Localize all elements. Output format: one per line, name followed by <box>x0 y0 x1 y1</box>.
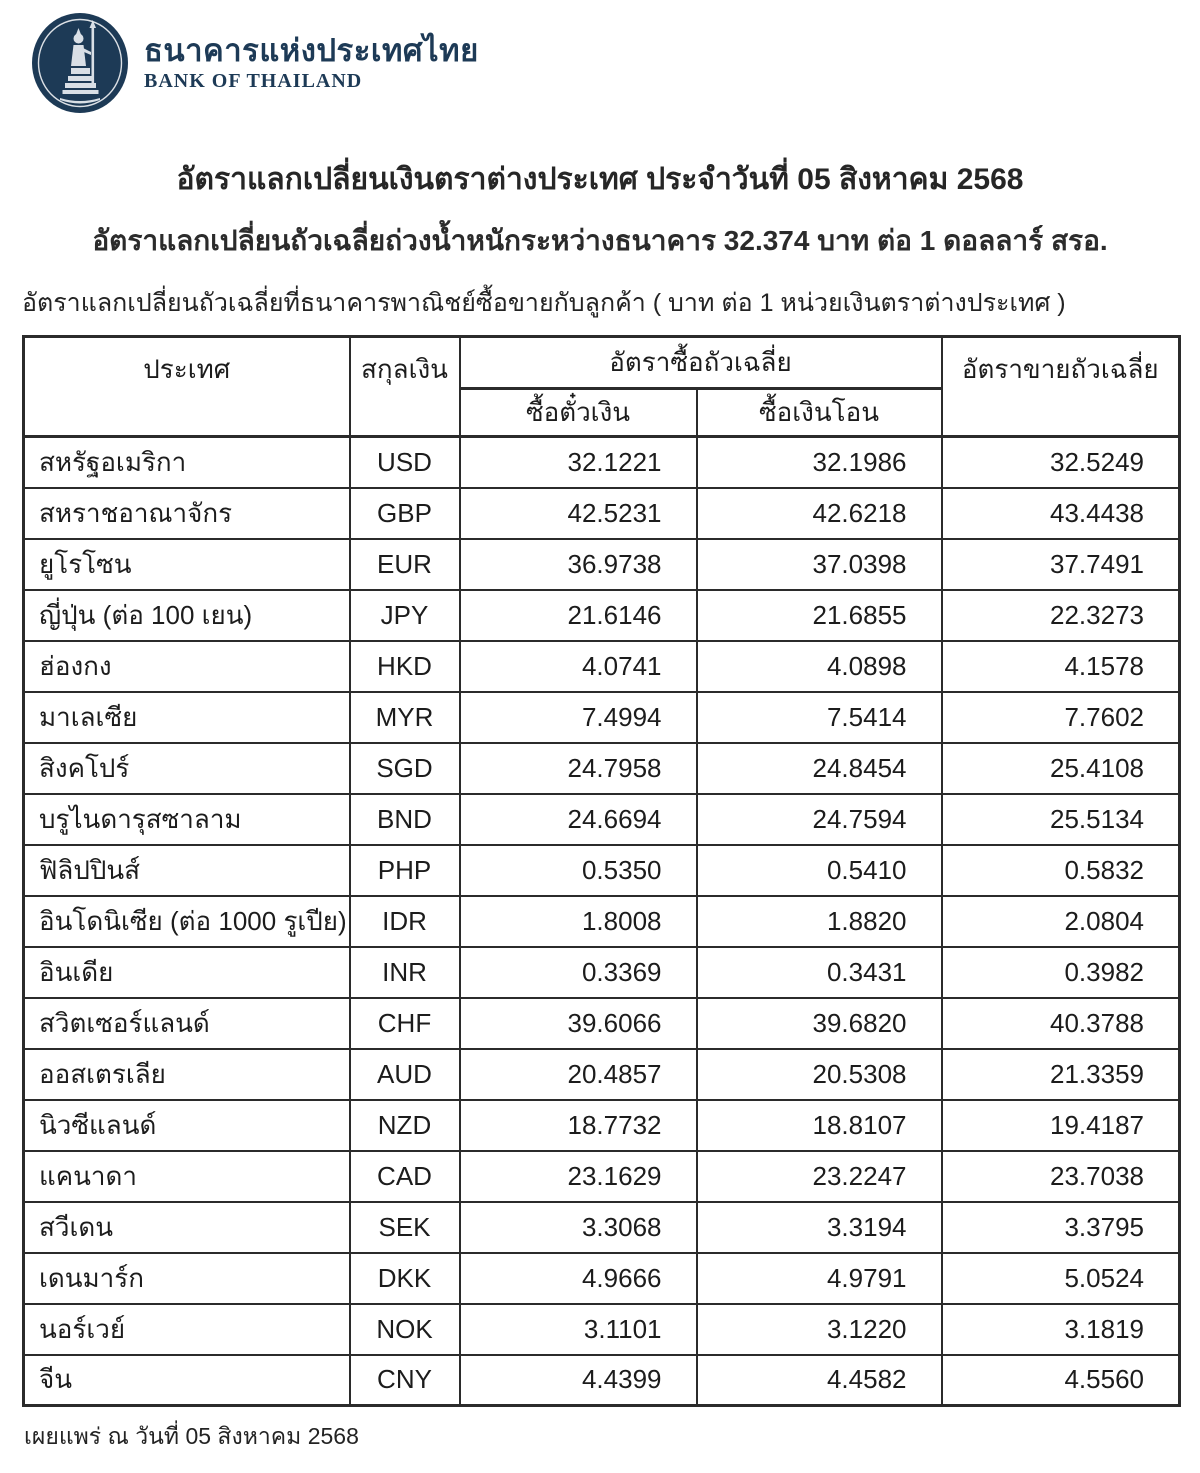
currency-cell: USD <box>350 437 460 488</box>
buy-bill-cell: 1.8008 <box>460 896 697 947</box>
currency-cell: INR <box>350 947 460 998</box>
buy-transfer-cell: 37.0398 <box>697 539 942 590</box>
sell-cell: 25.5134 <box>942 794 1180 845</box>
table-row <box>24 896 1180 947</box>
currency-cell: EUR <box>350 539 460 590</box>
country-cell: ฮ่องกง <box>24 641 350 692</box>
sell-cell: 25.4108 <box>942 743 1180 794</box>
country-cell: จีน <box>24 1355 350 1406</box>
table-row <box>24 488 1180 539</box>
buy-transfer-cell: 20.5308 <box>697 1049 942 1100</box>
sell-cell: 43.4438 <box>942 488 1180 539</box>
buy-transfer-cell: 23.2247 <box>697 1151 942 1202</box>
buy-bill-cell: 42.5231 <box>460 488 697 539</box>
buy-bill-cell: 3.3068 <box>460 1202 697 1253</box>
country-cell: ยูโรโซน <box>24 539 350 590</box>
buy-bill-cell: 21.6146 <box>460 590 697 641</box>
table-row <box>24 539 1180 590</box>
buy-bill-cell: 24.7958 <box>460 743 697 794</box>
currency-cell: DKK <box>350 1253 460 1304</box>
currency-cell: PHP <box>350 845 460 896</box>
sell-cell: 23.7038 <box>942 1151 1180 1202</box>
country-cell: แคนาดา <box>24 1151 350 1202</box>
table-row <box>24 1049 1180 1100</box>
table-row <box>24 794 1180 845</box>
currency-cell: BND <box>350 794 460 845</box>
buy-bill-cell: 0.5350 <box>460 845 697 896</box>
interbank-rate-subtitle: อัตราแลกเปลี่ยนถัวเฉลี่ยถ่วงน้ำหนักระหว่างธนาคาร 32.374 บาท ต่อ 1 ดอลลาร์ สรอ. <box>92 225 1108 256</box>
country-cell: สหราชอาณาจักร <box>24 488 350 539</box>
buy-bill-cell: 18.7732 <box>460 1100 697 1151</box>
header-country: ประเทศ <box>24 337 350 437</box>
currency-cell: CHF <box>350 998 460 1049</box>
header-sell: อัตราขายถัวเฉลี่ย <box>942 337 1180 437</box>
country-cell: สิงคโปร์ <box>24 743 350 794</box>
buy-transfer-cell: 7.5414 <box>697 692 942 743</box>
sell-cell: 5.0524 <box>942 1253 1180 1304</box>
country-cell: สหรัฐอเมริกา <box>24 437 350 488</box>
published-date: เผยแพร่ ณ วันที่ 05 สิงหาคม 2568 <box>24 1423 359 1449</box>
buy-transfer-cell: 0.3431 <box>697 947 942 998</box>
currency-cell: IDR <box>350 896 460 947</box>
currency-cell: AUD <box>350 1049 460 1100</box>
country-cell: ออสเตรเลีย <box>24 1049 350 1100</box>
header-buy-transfer: ซื้อเงินโอน <box>697 389 942 437</box>
sell-cell: 21.3359 <box>942 1049 1180 1100</box>
country-cell: อินโดนิเซีย (ต่อ 1000 รูเปีย) <box>24 896 350 947</box>
buy-bill-cell: 4.9666 <box>460 1253 697 1304</box>
currency-cell: NOK <box>350 1304 460 1355</box>
buy-bill-cell: 39.6066 <box>460 998 697 1049</box>
table-row <box>24 743 1180 794</box>
currency-cell: CNY <box>350 1355 460 1406</box>
country-cell: สวีเดน <box>24 1202 350 1253</box>
brand-text <box>144 33 479 94</box>
buy-bill-cell: 4.4399 <box>460 1355 697 1406</box>
buy-bill-cell: 7.4994 <box>460 692 697 743</box>
sell-cell: 4.5560 <box>942 1355 1180 1406</box>
sell-cell: 37.7491 <box>942 539 1180 590</box>
sell-cell: 4.1578 <box>942 641 1180 692</box>
table-row <box>24 1253 1180 1304</box>
table-row <box>24 1100 1180 1151</box>
currency-cell: CAD <box>350 1151 460 1202</box>
country-cell: บรูไนดารุสซาลาม <box>24 794 350 845</box>
buy-bill-cell: 0.3369 <box>460 947 697 998</box>
table-row <box>24 1304 1180 1355</box>
buy-bill-cell: 3.1101 <box>460 1304 697 1355</box>
buy-transfer-cell: 21.6855 <box>697 590 942 641</box>
currency-cell: SGD <box>350 743 460 794</box>
buy-transfer-cell: 1.8820 <box>697 896 942 947</box>
table-row <box>24 692 1180 743</box>
brand-name-english: BANK OF THAILAND <box>144 70 363 93</box>
bank-of-thailand-seal-icon <box>30 12 130 114</box>
buy-transfer-cell: 18.8107 <box>697 1100 942 1151</box>
table-caption-note: อัตราแลกเปลี่ยนถัวเฉลี่ยที่ธนาคารพาณิชย์ซื้อขายกับลูกค้า ( บาท ต่อ 1 หน่วยเงินตราต่างประเทศ ) <box>22 289 1066 317</box>
sell-cell: 19.4187 <box>942 1100 1180 1151</box>
country-cell: อินเดีย <box>24 947 350 998</box>
brand-header <box>0 0 1200 116</box>
currency-cell: GBP <box>350 488 460 539</box>
buy-transfer-cell: 0.5410 <box>697 845 942 896</box>
exchange-rate-table <box>22 335 1181 1407</box>
country-cell: นอร์เวย์ <box>24 1304 350 1355</box>
page-title: อัตราแลกเปลี่ยนเงินตราต่างประเทศ ประจำวันที่ 05 สิงหาคม 2568 <box>176 163 1024 196</box>
buy-transfer-cell: 32.1986 <box>697 437 942 488</box>
buy-transfer-cell: 3.1220 <box>697 1304 942 1355</box>
table-row <box>24 437 1180 488</box>
currency-cell: MYR <box>350 692 460 743</box>
header-buy-bill: ซื้อตั๋วเงิน <box>460 389 697 437</box>
sell-cell: 40.3788 <box>942 998 1180 1049</box>
brand-name-thai: ธนาคารแห่งประเทศไทย <box>144 32 479 68</box>
buy-bill-cell: 36.9738 <box>460 539 697 590</box>
buy-bill-cell: 24.6694 <box>460 794 697 845</box>
table-row <box>24 1202 1180 1253</box>
sell-cell: 0.5832 <box>942 845 1180 896</box>
country-cell: มาเลเซีย <box>24 692 350 743</box>
country-cell: ฟิลิปปินส์ <box>24 845 350 896</box>
currency-cell: HKD <box>350 641 460 692</box>
buy-bill-cell: 32.1221 <box>460 437 697 488</box>
table-row <box>24 590 1180 641</box>
currency-cell: JPY <box>350 590 460 641</box>
country-cell: ญี่ปุ่น (ต่อ 100 เยน) <box>24 590 350 641</box>
header-buy-group: อัตราซื้อถัวเฉลี่ย <box>460 337 942 389</box>
table-row <box>24 845 1180 896</box>
sell-cell: 0.3982 <box>942 947 1180 998</box>
sell-cell: 22.3273 <box>942 590 1180 641</box>
table-body <box>24 437 1180 1406</box>
buy-bill-cell: 23.1629 <box>460 1151 697 1202</box>
country-cell: สวิตเซอร์แลนด์ <box>24 998 350 1049</box>
table-row <box>24 947 1180 998</box>
header-currency: สกุลเงิน <box>350 337 460 437</box>
table-row <box>24 1151 1180 1202</box>
buy-transfer-cell: 24.8454 <box>697 743 942 794</box>
buy-transfer-cell: 39.6820 <box>697 998 942 1049</box>
sell-cell: 7.7602 <box>942 692 1180 743</box>
country-cell: เดนมาร์ก <box>24 1253 350 1304</box>
buy-transfer-cell: 4.4582 <box>697 1355 942 1406</box>
currency-cell: NZD <box>350 1100 460 1151</box>
sell-cell: 32.5249 <box>942 437 1180 488</box>
table-row <box>24 1355 1180 1406</box>
buy-bill-cell: 20.4857 <box>460 1049 697 1100</box>
buy-transfer-cell: 4.0898 <box>697 641 942 692</box>
sell-cell: 2.0804 <box>942 896 1180 947</box>
country-cell: นิวซีแลนด์ <box>24 1100 350 1151</box>
table-row <box>24 998 1180 1049</box>
sell-cell: 3.3795 <box>942 1202 1180 1253</box>
sell-cell: 3.1819 <box>942 1304 1180 1355</box>
buy-transfer-cell: 24.7594 <box>697 794 942 845</box>
buy-bill-cell: 4.0741 <box>460 641 697 692</box>
table-row <box>24 641 1180 692</box>
buy-transfer-cell: 4.9791 <box>697 1253 942 1304</box>
currency-cell: SEK <box>350 1202 460 1253</box>
buy-transfer-cell: 3.3194 <box>697 1202 942 1253</box>
buy-transfer-cell: 42.6218 <box>697 488 942 539</box>
